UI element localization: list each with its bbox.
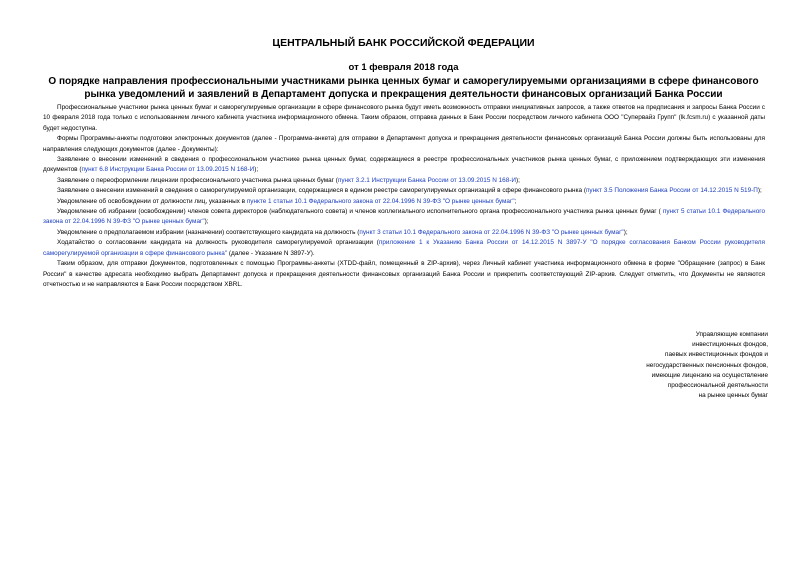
legal-reference-link[interactable]: приложение 1 к Указанию Банка России от 14.12.2015 N 3897-У "О порядке согласования Банком России руководителя саморегулируемой организации в сфере финансового рынка" xyxy=(43,239,765,257)
legal-reference-link[interactable]: пункт 3.2.1 Инструкции Банка России от 13.09.2015 N 168-И xyxy=(337,176,516,184)
legal-reference-link[interactable]: пункт 3.5 Положения Банка России от 14.12.2015 N 519-П xyxy=(585,187,758,195)
addressee-line: профессиональной деятельности xyxy=(667,382,768,390)
paragraph-item-5 xyxy=(43,207,765,228)
item-text: Уведомление о предполагаемом избрании (назначении) соответствующего кандидата на должность ( xyxy=(57,228,360,236)
document-title: О порядке направления профессиональными участниками рынка ценных бумаг и саморегулируемыми организациями в сфере финансового рынка уведомлений и заявлений в Департамент допуска и прекращения деятельности финансовых организаций Банка России xyxy=(48,76,759,100)
paragraph-forms: Формы Программы-анкеты подготовки электронных документов (далее - Программа-анкета) для отправки в Департамент допуска и прекращения деятельности финансовых организаций Банка России должны быть использованы для направления следующих документов (далее - Документы): xyxy=(43,135,765,153)
item-end: ); xyxy=(515,176,520,184)
paragraph-item-1 xyxy=(43,155,765,176)
paragraph-conclusion: Таким образом, для отправки Документов, подготовленных с помощью Программы-анкеты (XTDD-файл, помещенный в ZIP-архив), через Личный кабинет участника информационного обмена в форме "Обращение (запрос) в Банк России" в качестве адресата необходимо выбрать Департамент допуска и прекращения деятельности финансовых организаций Банка России и прикрепить соответствующий ZIP-архив. Следует отметить, что Документы не являются отчетностью и не направляются в Банк России посредством XBRL. xyxy=(43,260,765,288)
legal-reference-link[interactable]: пункт 6.8 Инструкции Банка России от 13.09.2015 N 168-И xyxy=(81,166,255,174)
addressee-line: негосударственных пенсионных фондов, xyxy=(646,361,768,369)
item-end: ); xyxy=(757,187,762,195)
item-text: Уведомление об освобождении от должности лиц, указанных в xyxy=(57,197,247,205)
legal-reference-link[interactable]: пункте 1 статьи 10.1 Федерального закона от 22.04.1996 N 39-ФЗ "О рынке ценных бумаг" xyxy=(246,197,515,205)
item-end: ); xyxy=(254,166,259,174)
legal-reference-link[interactable]: пункт 3 статьи 10.1 Федерального закона от 22.04.1996 N 39-ФЗ "О рынке ценных бумаг" xyxy=(359,228,624,236)
paragraph-item-2 xyxy=(43,176,765,186)
legal-reference-link[interactable]: пункт 5 статьи 10.1 Федерального закона от 22.04.1996 N 39-ФЗ "О рынке ценных бумаг" xyxy=(43,208,765,226)
item-text: Ходатайство о согласовании кандидата на должность руководителя саморегулируемой организации ( xyxy=(57,239,379,247)
item-text: Уведомление об избрании (освобождении) членов совета директоров (наблюдательного совета) и членов коллегиального исполнительного органа профессионального участника рынка ценных бумаг ( xyxy=(57,208,663,216)
item-end: ); xyxy=(204,218,209,226)
addressee-line: Управляющие компании xyxy=(695,331,768,338)
issuer-heading: ЦЕНТРАЛЬНЫЙ БАНК РОССИЙСКОЙ ФЕДЕРАЦИИ xyxy=(272,37,535,49)
addressee-line: паевых инвестиционных фондов и xyxy=(665,351,768,359)
item-end: ; xyxy=(514,197,517,205)
paragraph-item-6 xyxy=(43,228,765,238)
item-text: Заявление о переоформлении лицензии профессионального участника рынка ценных бумаг ( xyxy=(57,176,338,184)
paragraph-intro: Профессиональные участники рынка ценных бумаг и саморегулируемые организации в сфере финансового рынка будут иметь возможность отправки инициативных запросов, а также ответов на предписания и запросы Банка России с 10 февраля 2018 года только с использованием личного кабинета участника информационного обмена. Таким образом, отправка данных в Банк России посредством личного кабинета ООО "Супервайз Групп" (lk.fcsm.ru) с указанной даты будет недоступна. xyxy=(43,104,765,132)
document-date: от 1 февраля 2018 года xyxy=(348,62,459,73)
paragraph-item-3 xyxy=(43,186,765,196)
document-body xyxy=(43,103,765,290)
paragraph-item-4 xyxy=(43,197,765,207)
paragraph-item-7 xyxy=(43,238,765,259)
addressee-line: на рынке ценных бумаг xyxy=(698,392,768,400)
item-end: (далее - Указание N 3897-У). xyxy=(227,249,315,257)
item-text: Заявление о внесении изменений в сведения о профессиональном участнике рынка ценных бумаг, содержащиеся в реестре профессиональных участников рынка ценных бумаг, с приложением подтверждающих эти изменения документов ( xyxy=(43,156,765,174)
item-end: ); xyxy=(623,228,628,236)
addressee-line: инвестиционных фондов, xyxy=(692,341,768,349)
item-text: Заявление о внесении изменений в сведения о саморегулируемой организации, содержащиеся в едином реестре саморегулируемых организаций в сфере финансового рынка ( xyxy=(57,187,586,195)
addressee-block xyxy=(560,330,768,401)
addressee-line: имеющие лицензию на осуществление xyxy=(651,371,768,379)
